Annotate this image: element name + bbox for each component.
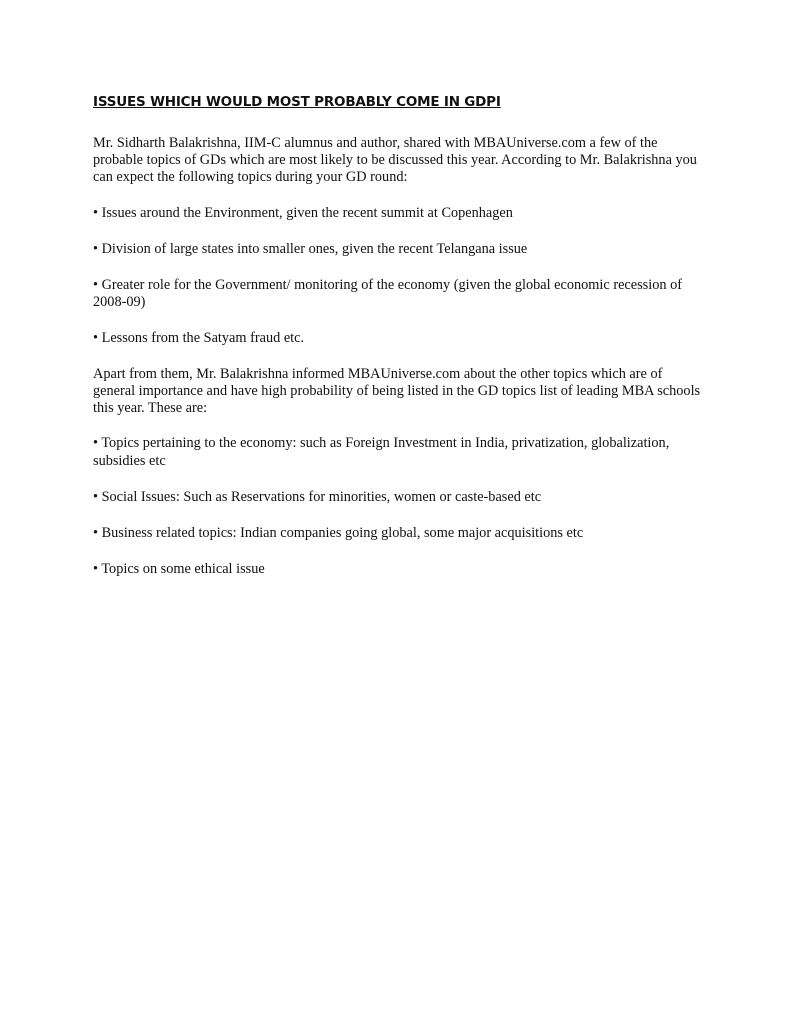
list-item: • Topics pertaining to the economy: such as Foreign Investment in India, privatization, globalization, subsidies etc	[93, 435, 670, 469]
list-item: • Issues around the Environment, given the recent summit at Copenhagen	[93, 204, 513, 221]
secondary-topics-list	[93, 435, 703, 577]
list-item: • Division of large states into smaller ones, given the recent Telangana issue	[93, 240, 528, 257]
list-item: • Lessons from the Satyam fraud etc.	[93, 329, 305, 346]
list-item: • Greater role for the Government/ monitoring of the economy (given the global economic recession of 2008-09)	[93, 276, 682, 310]
primary-topics-list	[93, 205, 703, 347]
document-title: ISSUES WHICH WOULD MOST PROBABLY COME IN GDPI	[93, 94, 501, 110]
list-item: • Business related topics: Indian companies going global, some major acquisitions etc	[93, 524, 584, 541]
list-item: • Topics on some ethical issue	[93, 560, 265, 577]
transition-paragraph: Apart from them, Mr. Balakrishna informed MBAUniverse.com about the other topics which are of general importance and have high probability of being listed in the GD topics list of leading MBA schools this year. These are:	[93, 365, 701, 417]
list-item: • Social Issues: Such as Reservations for minorities, women or caste-based etc	[93, 488, 542, 505]
document-body	[93, 92, 703, 597]
intro-paragraph: Mr. Sidharth Balakrishna, IIM-C alumnus and author, shared with MBAUniverse.com a few of the probable topics of GDs which are most likely to be discussed this year. According to Mr. Balakrishna you can expect the following topics during your GD round:	[93, 135, 697, 186]
